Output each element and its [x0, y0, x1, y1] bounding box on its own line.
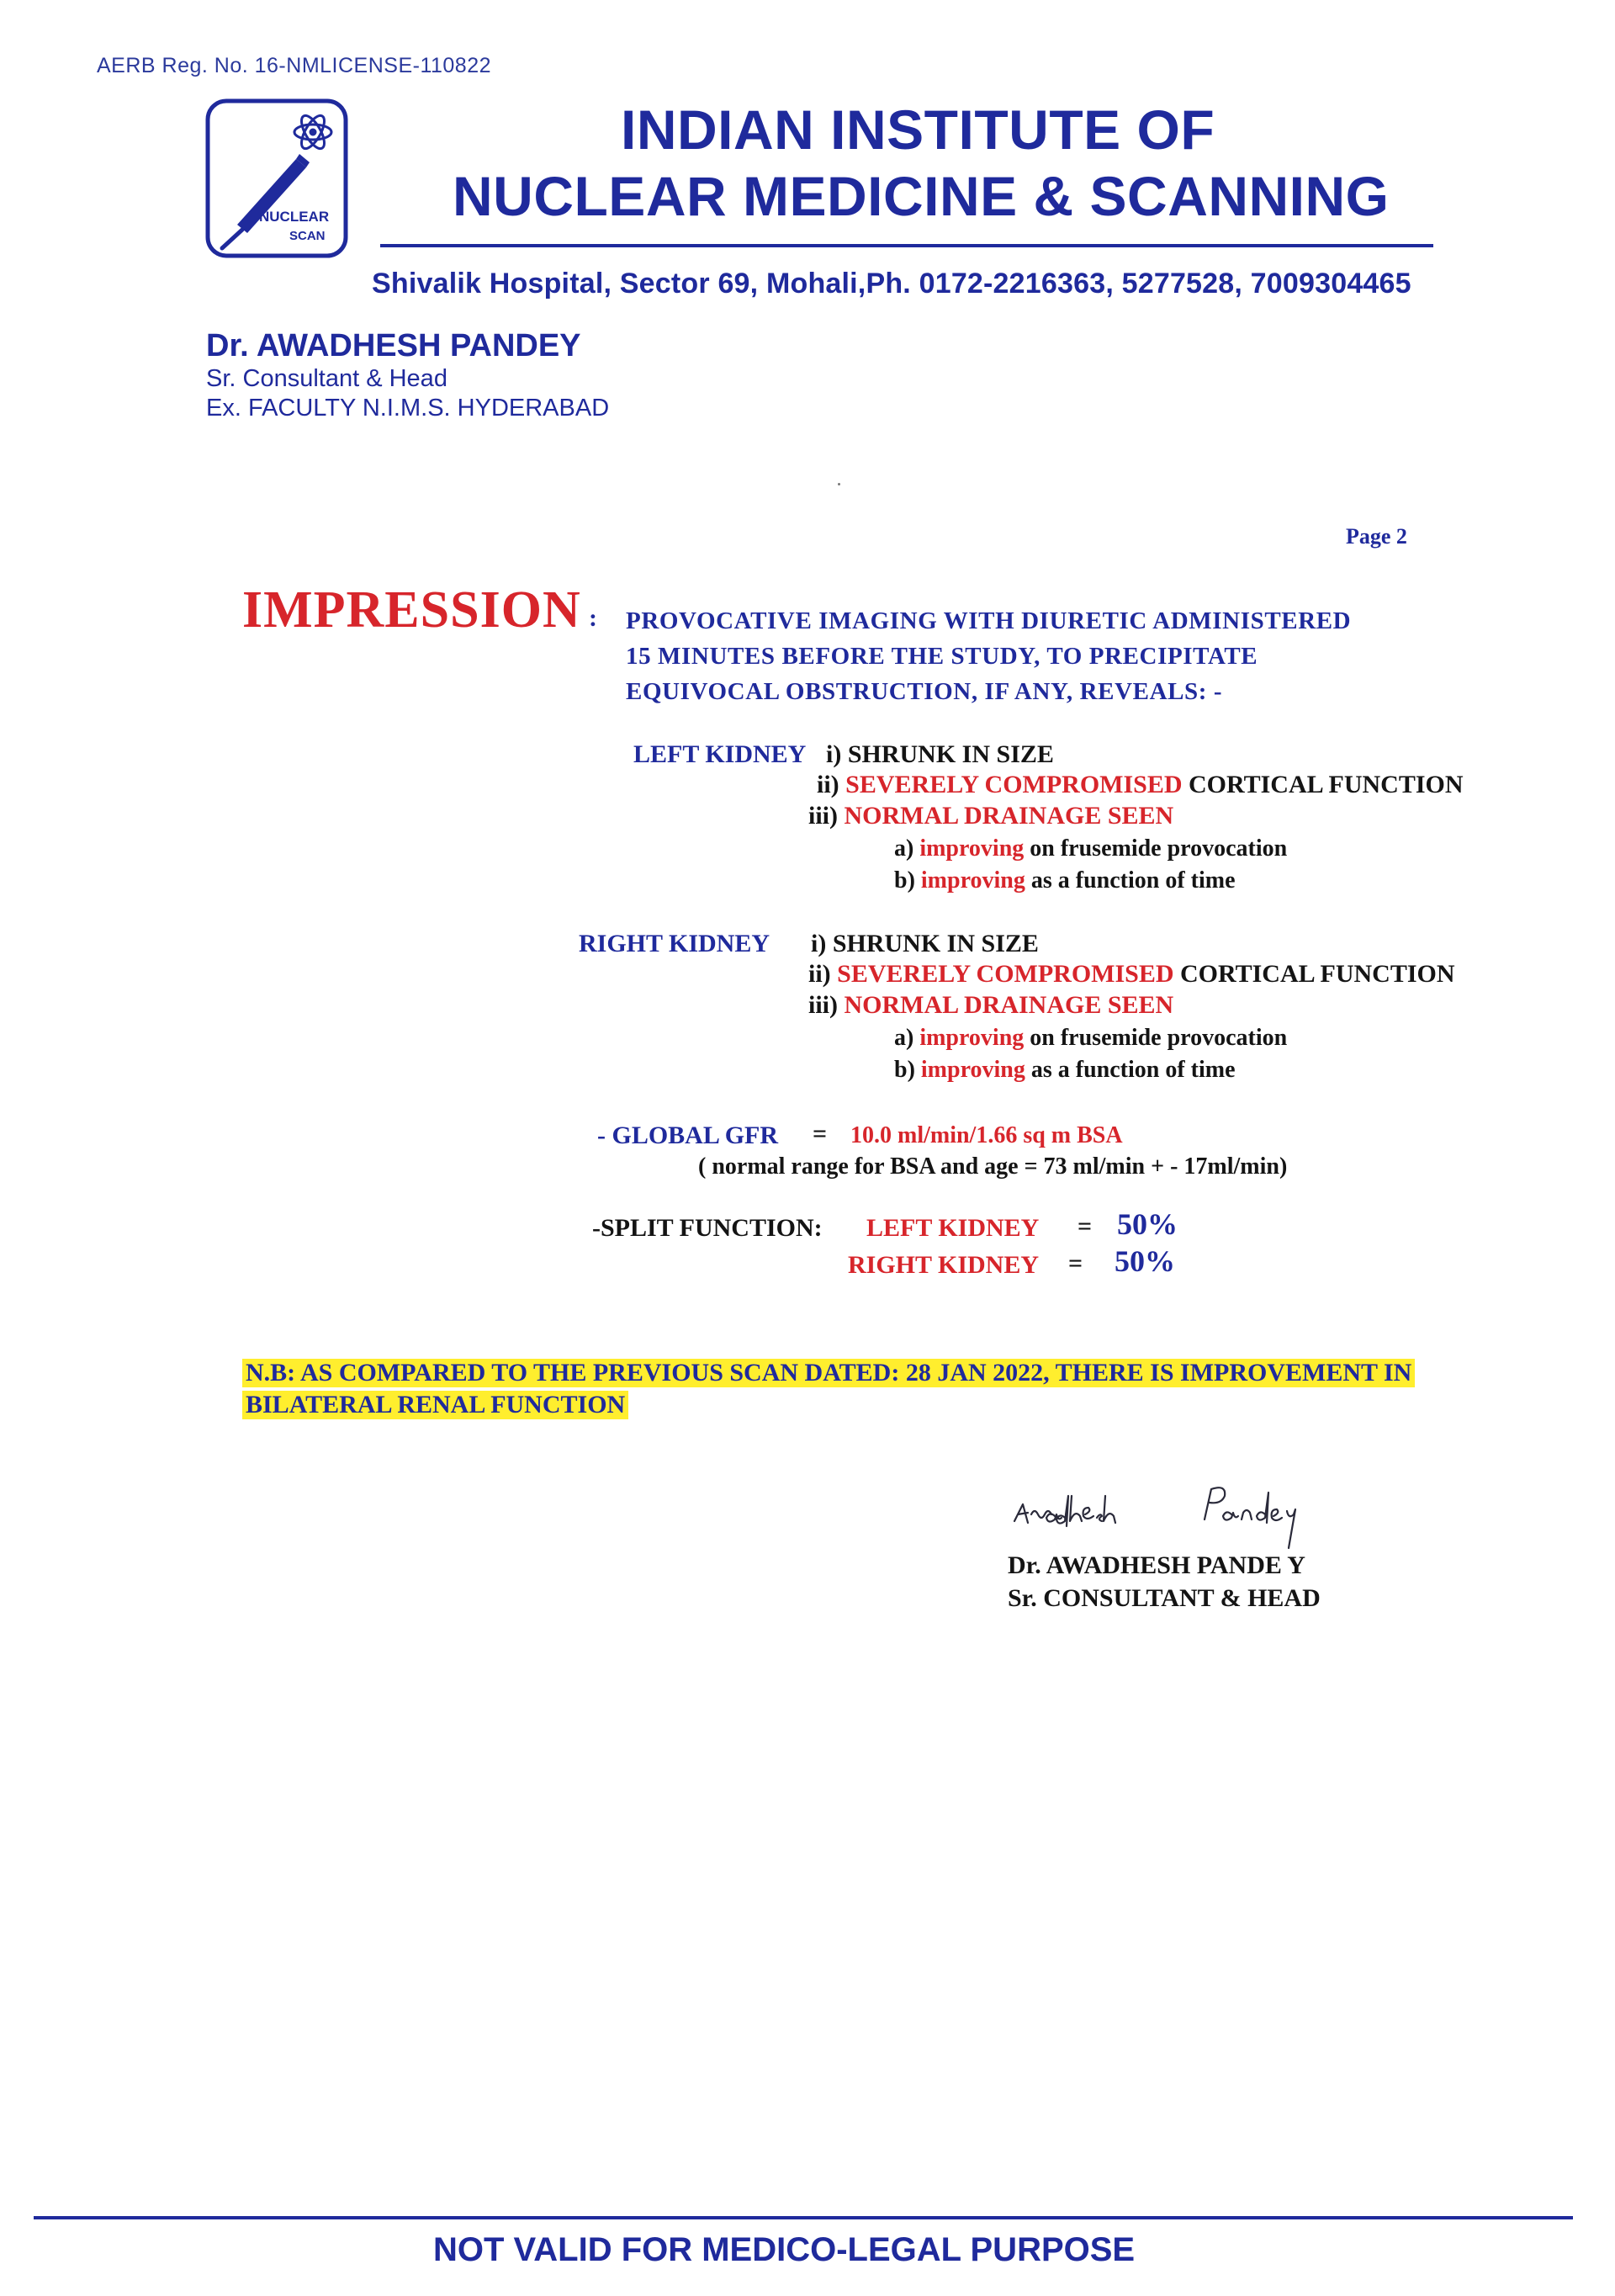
institute-logo — [205, 98, 348, 258]
item-prefix: b) — [894, 867, 915, 893]
comparison-note-line1: N.B: AS COMPARED TO THE PREVIOUS SCAN DATED: 28 JAN 2022, THERE IS IMPROVEMENT IN — [242, 1359, 1415, 1387]
finding-text: CORTICAL FUNCTION — [1180, 960, 1455, 988]
doctor-name: Dr. AWADHESH PANDEY — [206, 328, 581, 363]
impression-intro-line3: EQUIVOCAL OBSTRUCTION, IF ANY, REVEALS: - — [626, 678, 1223, 705]
left-kidney-label: LEFT KIDNEY — [633, 740, 807, 768]
registration-number: AERB Reg. No. 16-NMLICENSE-110822 — [97, 54, 492, 77]
impression-colon: : — [589, 604, 597, 632]
gfr-normal-range: ( normal range for BSA and age = 73 ml/min + - 17ml/min) — [698, 1153, 1288, 1180]
doctor-signature — [1009, 1471, 1337, 1555]
item-prefix: b) — [894, 1057, 915, 1083]
footer-divider — [34, 2216, 1573, 2219]
left-kidney-cortical — [817, 771, 1464, 799]
condition-text: on frusemide provocation — [1030, 835, 1288, 862]
logo-text-scan: SCAN — [289, 229, 326, 243]
condition-text: on frusemide provocation — [1030, 1025, 1288, 1051]
left-kidney-drainage — [808, 802, 1173, 830]
signatory-name: Dr. AWADHESH PANDE Y — [1008, 1551, 1305, 1579]
right-kidney-sub-b — [894, 1057, 1236, 1084]
gfr-value: 10.0 ml/min/1.66 sq m BSA — [850, 1122, 1123, 1148]
item-prefix: ii) — [808, 960, 831, 988]
impression-intro-line1: PROVOCATIVE IMAGING WITH DIURETIC ADMINISTERED — [626, 607, 1352, 634]
comparison-note-line2: BILATERAL RENAL FUNCTION — [242, 1391, 628, 1419]
finding-text: CORTICAL FUNCTION — [1189, 771, 1464, 798]
impression-intro-line2: 15 MINUTES BEFORE THE STUDY, TO PRECIPITATE — [626, 643, 1258, 670]
page-number: Page 2 — [1346, 524, 1407, 549]
atom-icon — [294, 112, 331, 151]
right-kidney-sub-a — [894, 1025, 1287, 1052]
split-left-label: LEFT KIDNEY — [866, 1214, 1040, 1242]
institute-name-line2: NUCLEAR MEDICINE & SCANNING — [453, 165, 1390, 227]
split-function-label: -SPLIT FUNCTION: — [592, 1214, 823, 1242]
right-kidney-drainage — [808, 991, 1173, 1020]
stray-dot — [838, 483, 840, 485]
item-prefix: iii) — [808, 991, 838, 1019]
split-right-equals: = — [1068, 1249, 1083, 1277]
item-prefix: a) — [894, 835, 914, 862]
right-kidney-label: RIGHT KIDNEY — [579, 930, 770, 957]
drainage-text: NORMAL DRAINAGE SEEN — [844, 802, 1174, 830]
header-divider — [380, 244, 1433, 247]
trend-text: improving — [919, 835, 1025, 862]
doctor-credentials: Ex. FACULTY N.I.M.S. HYDERABAD — [206, 395, 610, 422]
split-left-value: 50% — [1117, 1207, 1178, 1241]
institute-name-line1: INDIAN INSTITUTE OF — [621, 98, 1215, 161]
right-kidney-size: i) SHRUNK IN SIZE — [811, 930, 1039, 957]
drainage-text: NORMAL DRAINAGE SEEN — [844, 991, 1174, 1019]
footer-disclaimer: NOT VALID FOR MEDICO-LEGAL PURPOSE — [433, 2231, 1136, 2268]
condition-text: as a function of time — [1030, 867, 1236, 893]
left-kidney-sub-b — [894, 867, 1236, 894]
condition-text: as a function of time — [1030, 1057, 1236, 1083]
severity-text: SEVERELY COMPROMISED — [845, 771, 1183, 798]
logo-text-nuclear: NUCLEAR — [259, 209, 330, 225]
left-kidney-size: i) SHRUNK IN SIZE — [826, 740, 1054, 768]
doctor-title: Sr. Consultant & Head — [206, 365, 447, 392]
trend-text: improving — [920, 1057, 1025, 1083]
item-prefix: iii) — [808, 802, 838, 830]
left-kidney-sub-a — [894, 835, 1287, 862]
trend-text: improving — [919, 1025, 1025, 1051]
item-prefix: a) — [894, 1025, 914, 1051]
split-right-value: 50% — [1115, 1244, 1175, 1278]
severity-text: SEVERELY COMPROMISED — [837, 960, 1174, 988]
split-right-label: RIGHT KIDNEY — [848, 1251, 1039, 1279]
gfr-label: - GLOBAL GFR — [597, 1121, 779, 1149]
item-prefix: ii) — [817, 771, 839, 798]
signatory-title: Sr. CONSULTANT & HEAD — [1008, 1584, 1321, 1612]
split-left-equals: = — [1078, 1212, 1093, 1240]
impression-heading: IMPRESSION — [242, 581, 581, 639]
gfr-equals: = — [813, 1120, 828, 1148]
trend-text: improving — [920, 867, 1025, 893]
institute-address: Shivalik Hospital, Sector 69, Mohali,Ph. 0172-2216363, 5277528, 7009304465 — [372, 268, 1411, 300]
right-kidney-cortical — [808, 960, 1455, 989]
